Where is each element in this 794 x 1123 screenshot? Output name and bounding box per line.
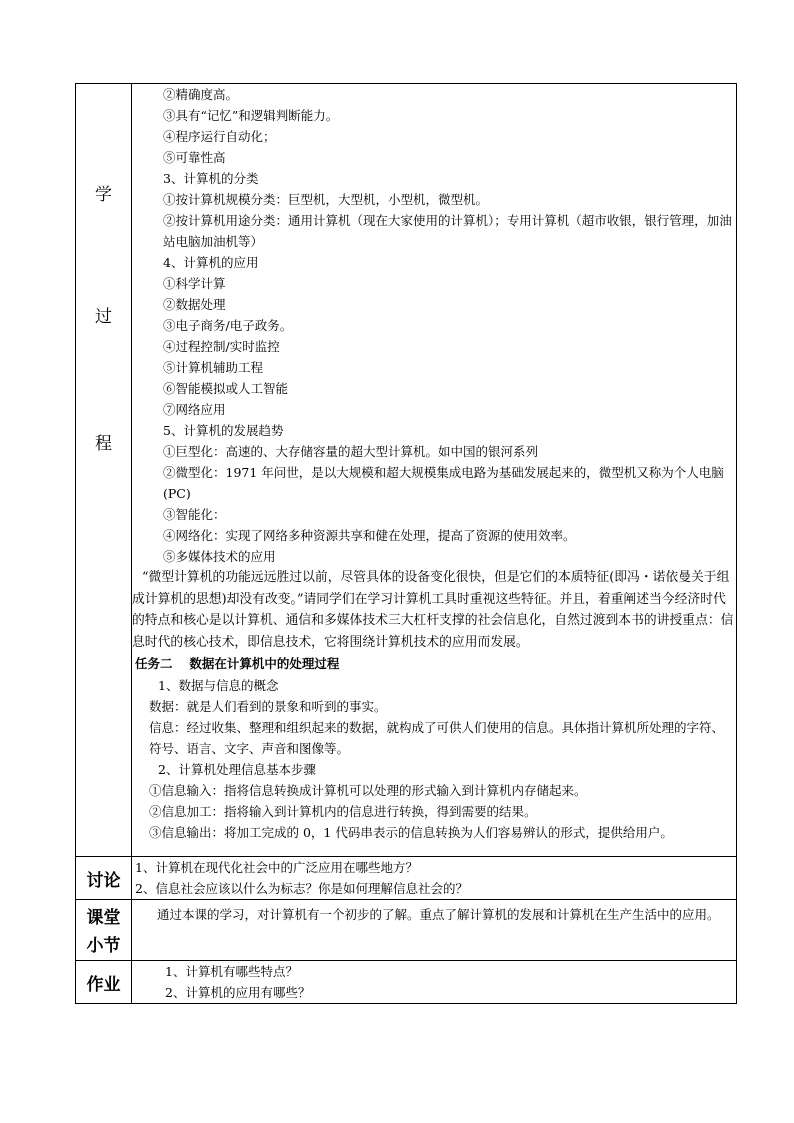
discussion-row [76,857,737,900]
process-lines [132,84,736,567]
task2-line-7: ③信息输出：将加工完成的 0，1 代码串表示的信息转换为人们容易辨认的形式，提供给用户。 [149,825,673,840]
discussion-line-1: 1、计算机在现代化社会中的广泛应用在哪些地方？ [135,860,418,875]
homework-line-1: 1、计算机有哪些特点？ [165,964,298,979]
process-label-cell [76,84,132,857]
process-line-11: ③电子商务/电子政务。 [163,318,293,333]
task2-line-2: 数据：就是人们看到的景象和听到的事实。 [149,699,387,714]
homework-label: 作业 [76,961,132,1004]
process-line-6: ①按计算机规模分类：巨型机，大型机，小型机，微型机。 [163,192,489,207]
process-line-20: ④网络化：实现了网络多种资源共享和健在处理，提高了资源的使用效率。 [163,528,576,543]
process-line-18: ②微型化：1971 年问世，是以大规模和超大规模集成电路为基础发展起来的，微型机又称为个人电脑(PC) [163,465,724,501]
process-line-14: ⑥智能模拟或人工智能 [163,381,289,396]
process-row [76,84,737,857]
lesson-page [75,83,735,1004]
process-line-13: ⑤计算机辅助工程 [163,360,264,375]
process-line-19: ③智能化： [163,507,226,522]
process-line-12: ④过程控制/实时监控 [163,339,280,354]
process-line-16: 5、计算机的发展趋势 [163,423,284,438]
task2-line-4: 2、计算机处理信息基本步骤 [158,762,316,777]
summary-label [76,900,132,961]
discussion-line-2: 2、信息社会应该以什么为标志？你是如何理解信息社会的？ [135,881,468,896]
process-line-7: ②按计算机用途分类：通用计算机（现在大家使用的计算机）；专用计算机（超市收银，银行管理，加油站电脑加油机等） [163,213,732,249]
process-label-char-3: 程 [95,434,112,454]
summary-label-line-2: 小节 [86,936,121,956]
discussion-label: 讨论 [76,857,132,900]
process-line-5: 3、计算机的分类 [163,171,259,186]
task2-line-3: 信息：经过收集、整理和组织起来的数据，就构成了可供人们使用的信息。具体指计算机所处理的字符、符号、语言、文字、声音和图像等。 [149,720,725,756]
process-line-21: ⑤多媒体技术的应用 [163,549,276,564]
homework-content [132,961,737,1004]
process-line-15: ⑦网络应用 [163,402,226,417]
process-label-char-2: 过 [95,307,112,327]
summary-content: 通过本课的学习，对计算机有一个初步的了解。重点了解计算机的发展和计算机在生产生活中的应用。 [132,900,737,961]
summary-label-line-1: 课堂 [86,908,121,928]
discussion-content [132,857,737,900]
process-label-char-1: 学 [95,185,112,205]
homework-row [76,961,737,1004]
summary-row [76,900,737,961]
process-line-17: ①巨型化：高速的、大存储容量的超大型计算机。如中国的银河系列 [163,444,539,459]
quote-paragraph: “微型计算机的功能远远胜过以前，尽管具体的设备变化很快，但是它们的本质特征(即冯・诺依曼关于组成计算机的思想)却没有改变。”请同学们在学习计算机工具时重视这些特征。并且，着重阐述当今经济时代的特点和核心是以计算机、通信和多媒体技术三大杠杆支撑的社会信息化，自然过渡到本书的讲授重点：信息时代的核心技术，即信息技术，它将围绕计算机技术的应用而发展。 [132,570,734,650]
process-content [132,84,737,857]
process-line-4: ⑤可靠性高 [163,150,226,165]
lesson-table [75,83,737,1004]
process-line-8: 4、计算机的应用 [163,255,259,270]
task2-title: 任务二 数据在计算机中的处理过程 [135,656,340,671]
task2-line-1: 1、数据与信息的概念 [158,678,279,693]
task2-line-5: ①信息输入：指将信息转换成计算机可以处理的形式输入到计算机内存储起来。 [149,783,587,798]
process-line-2: ③具有“记忆”和逻辑判断能力。 [163,108,339,123]
task2-lines [132,675,736,843]
process-line-9: ①科学计算 [163,276,226,291]
process-line-1: ②精确度高。 [163,87,239,102]
process-line-3: ④程序运行自动化； [163,129,276,144]
task2-line-6: ②信息加工：指将输入到计算机内的信息进行转换，得到需要的结果。 [149,804,537,819]
homework-line-2: 2、计算机的应用有哪些？ [165,985,311,1000]
process-line-10: ②数据处理 [163,297,226,312]
